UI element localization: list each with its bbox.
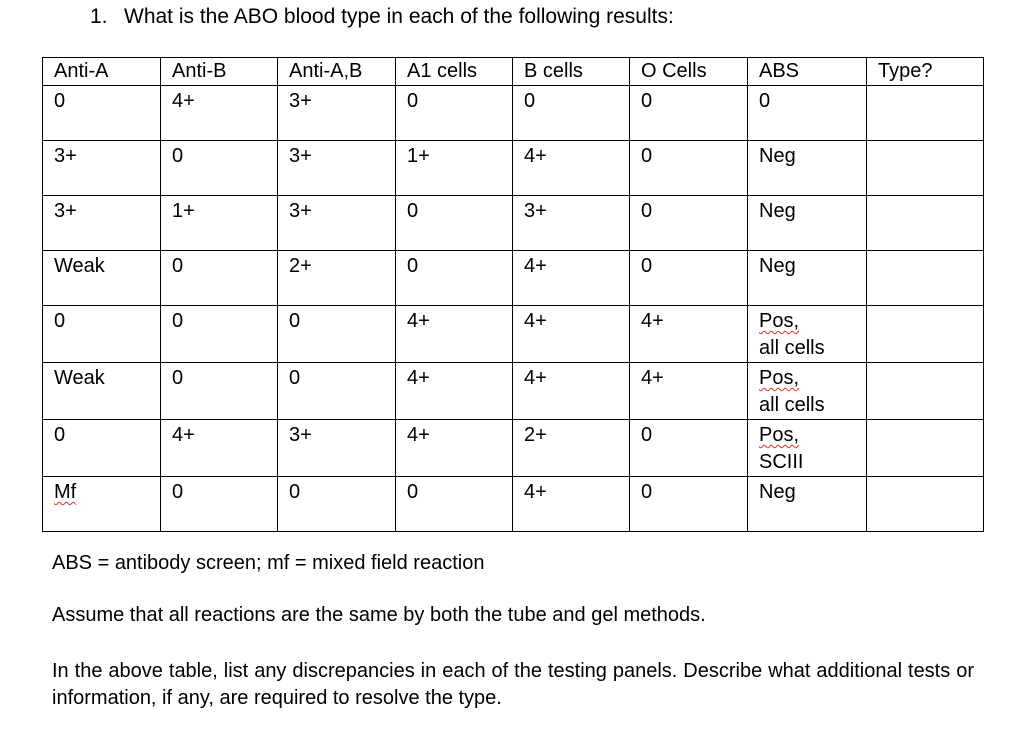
cell-o-cells: 0 <box>630 141 748 196</box>
assumption-note: Assume that all reactions are the same by both the tube and gel methods. <box>52 604 706 626</box>
table-row <box>43 477 984 532</box>
cell-abs: Neg <box>748 251 867 306</box>
abbreviation-note: ABS = antibody screen; mf = mixed field reaction <box>52 552 485 574</box>
cell-anti-ab: 3+ <box>278 141 396 196</box>
cell-anti-b: 1+ <box>161 196 278 251</box>
table-row <box>43 306 984 363</box>
cell-type-answer[interactable] <box>867 141 984 196</box>
cell-anti-a: 0 <box>43 420 161 477</box>
cell-anti-ab: 0 <box>278 363 396 420</box>
header-anti-ab: Anti-A,B <box>278 58 396 86</box>
cell-a1-cells: 0 <box>396 477 513 532</box>
cell-anti-ab: 2+ <box>278 251 396 306</box>
cell-a1-cells: 0 <box>396 251 513 306</box>
header-anti-a: Anti-A <box>43 58 161 86</box>
header-a1-cells: A1 cells <box>396 58 513 86</box>
abs-result: Pos, <box>759 424 800 446</box>
header-anti-b: Anti-B <box>161 58 278 86</box>
cell-b-cells: 3+ <box>513 196 630 251</box>
header-abs: ABS <box>748 58 867 86</box>
abs-result: Pos, <box>759 310 800 332</box>
cell-anti-a: Weak <box>43 363 161 420</box>
cell-anti-a: 0 <box>43 306 161 363</box>
table-row <box>43 141 984 196</box>
cell-o-cells: 0 <box>630 420 748 477</box>
cell-anti-b: 4+ <box>161 420 278 477</box>
table-row <box>43 363 984 420</box>
cell-anti-b: 0 <box>161 477 278 532</box>
question-heading <box>90 5 674 29</box>
cell-type-answer[interactable] <box>867 306 984 363</box>
cell-abs: Neg <box>748 477 867 532</box>
table-row <box>43 86 984 141</box>
cell-anti-b: 0 <box>161 141 278 196</box>
cell-anti-ab: 3+ <box>278 86 396 141</box>
cell-a1-cells: 0 <box>396 86 513 141</box>
abs-detail: all cells <box>759 337 825 359</box>
table-row <box>43 251 984 306</box>
cell-type-answer[interactable] <box>867 251 984 306</box>
cell-anti-ab: 3+ <box>278 196 396 251</box>
question-text: What is the ABO blood type in each of the following results: <box>124 5 674 28</box>
cell-type-answer[interactable] <box>867 196 984 251</box>
cell-o-cells: 4+ <box>630 306 748 363</box>
table-header-row <box>43 58 984 86</box>
anti-a-mf-value: Mf <box>54 481 77 503</box>
cell-type-answer[interactable] <box>867 363 984 420</box>
cell-anti-a <box>43 477 161 532</box>
cell-b-cells: 2+ <box>513 420 630 477</box>
cell-b-cells: 0 <box>513 86 630 141</box>
question-number: 1. <box>90 5 108 28</box>
abs-detail: SCIII <box>759 451 804 473</box>
cell-anti-a: 0 <box>43 86 161 141</box>
instruction-note: In the above table, list any discrepancies in each of the testing panels. Describe what additional tests or information, if any, are required to resolve the type. <box>52 660 974 709</box>
cell-b-cells: 4+ <box>513 363 630 420</box>
cell-o-cells: 0 <box>630 196 748 251</box>
cell-a1-cells: 0 <box>396 196 513 251</box>
header-type: Type? <box>867 58 984 86</box>
header-o-cells: O Cells <box>630 58 748 86</box>
cell-anti-ab: 0 <box>278 306 396 363</box>
cell-a1-cells: 4+ <box>396 420 513 477</box>
cell-anti-b: 4+ <box>161 86 278 141</box>
cell-abs <box>748 420 867 477</box>
table-row <box>43 196 984 251</box>
cell-anti-ab: 3+ <box>278 420 396 477</box>
cell-type-answer[interactable] <box>867 477 984 532</box>
cell-type-answer[interactable] <box>867 86 984 141</box>
cell-abs: 0 <box>748 86 867 141</box>
cell-abs: Neg <box>748 141 867 196</box>
blood-type-results-table <box>42 57 984 532</box>
cell-anti-b: 0 <box>161 363 278 420</box>
cell-anti-b: 0 <box>161 306 278 363</box>
table-row <box>43 420 984 477</box>
cell-a1-cells: 4+ <box>396 306 513 363</box>
cell-abs: Neg <box>748 196 867 251</box>
cell-o-cells: 0 <box>630 477 748 532</box>
cell-anti-a: 3+ <box>43 141 161 196</box>
cell-o-cells: 0 <box>630 86 748 141</box>
cell-o-cells: 0 <box>630 251 748 306</box>
abs-detail: all cells <box>759 394 825 416</box>
cell-anti-a: 3+ <box>43 196 161 251</box>
abs-result: Pos, <box>759 367 800 389</box>
cell-anti-b: 0 <box>161 251 278 306</box>
cell-b-cells: 4+ <box>513 306 630 363</box>
cell-type-answer[interactable] <box>867 420 984 477</box>
cell-a1-cells: 1+ <box>396 141 513 196</box>
cell-anti-a: Weak <box>43 251 161 306</box>
cell-abs <box>748 306 867 363</box>
cell-o-cells: 4+ <box>630 363 748 420</box>
cell-b-cells: 4+ <box>513 141 630 196</box>
cell-b-cells: 4+ <box>513 251 630 306</box>
cell-a1-cells: 4+ <box>396 363 513 420</box>
cell-anti-ab: 0 <box>278 477 396 532</box>
cell-b-cells: 4+ <box>513 477 630 532</box>
header-b-cells: B cells <box>513 58 630 86</box>
cell-abs <box>748 363 867 420</box>
